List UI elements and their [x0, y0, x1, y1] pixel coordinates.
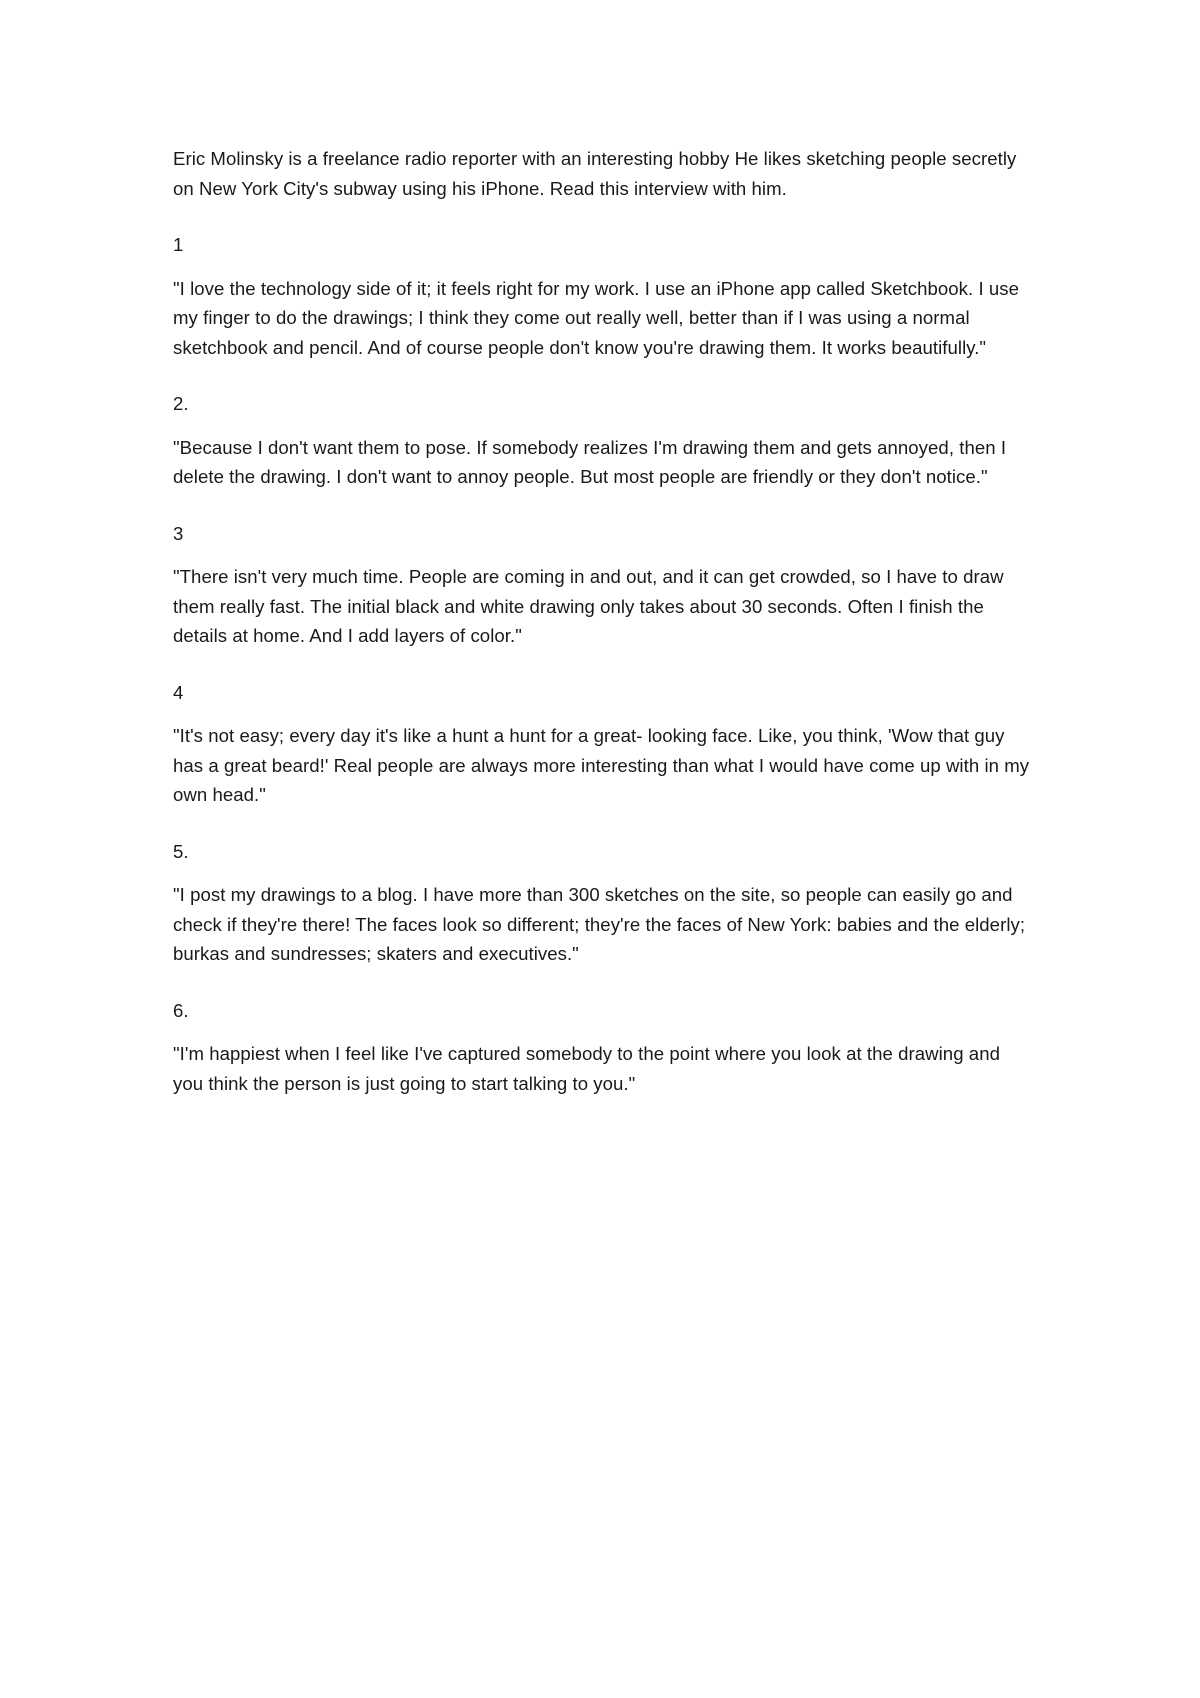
answer-paragraph-3: "There isn't very much time. People are coming in and out, and it can get crowded, so I have to draw them really fast. The initial black and white drawing only takes about 30 seconds. Often I finish the details at home. And I add layers of color." [173, 566, 1004, 646]
answer-paragraph-2: "Because I don't want them to pose. If somebody realizes I'm drawing them and gets annoyed, then I delete the drawing. I don't want to annoy people. But most people are friendly or they don't notice." [173, 436, 1007, 487]
answer-paragraph-5: "I post my drawings to a blog. I have more than 300 sketches on the site, so people can easily go and check if they're there! The faces look so different; they're the faces of New York: babies and the elderly; burkas and sundresses; skaters and executives." [173, 884, 1026, 964]
question-number-2: 2. [173, 393, 189, 414]
answer-paragraph-6: "I'm happiest when I feel like I've captured somebody to the point where you look at the drawing and you think the person is just going to start talking to you." [173, 1043, 1000, 1094]
question-number-5: 5. [173, 840, 189, 862]
document-body [173, 144, 1033, 1125]
question-number-3: 3 [173, 522, 184, 544]
answer-paragraph-4: "It's not easy; every day it's like a hunt a hunt for a great- looking face. Like, you think, 'Wow that guy has a great beard!' Real people are always more interesting than what I would have come up with in my own head." [173, 725, 1030, 805]
intro-paragraph: Eric Molinsky is a freelance radio reporter with an interesting hobby He likes sketching people secretly on New York City's subway using his iPhone. Read this interview with him. [173, 148, 1017, 199]
question-number-6: 6. [173, 999, 189, 1021]
question-number-1: 1 [173, 234, 184, 255]
question-number-4: 4 [173, 681, 184, 703]
answer-paragraph-1: "I love the technology side of it; it feels right for my work. I use an iPhone app called Sketchbook. I use my finger to do the drawings; I think they come out really well, better than if I was using a normal sketchbook and pencil. And of course people don't know you're drawing them. It works beautifully." [173, 277, 1020, 358]
